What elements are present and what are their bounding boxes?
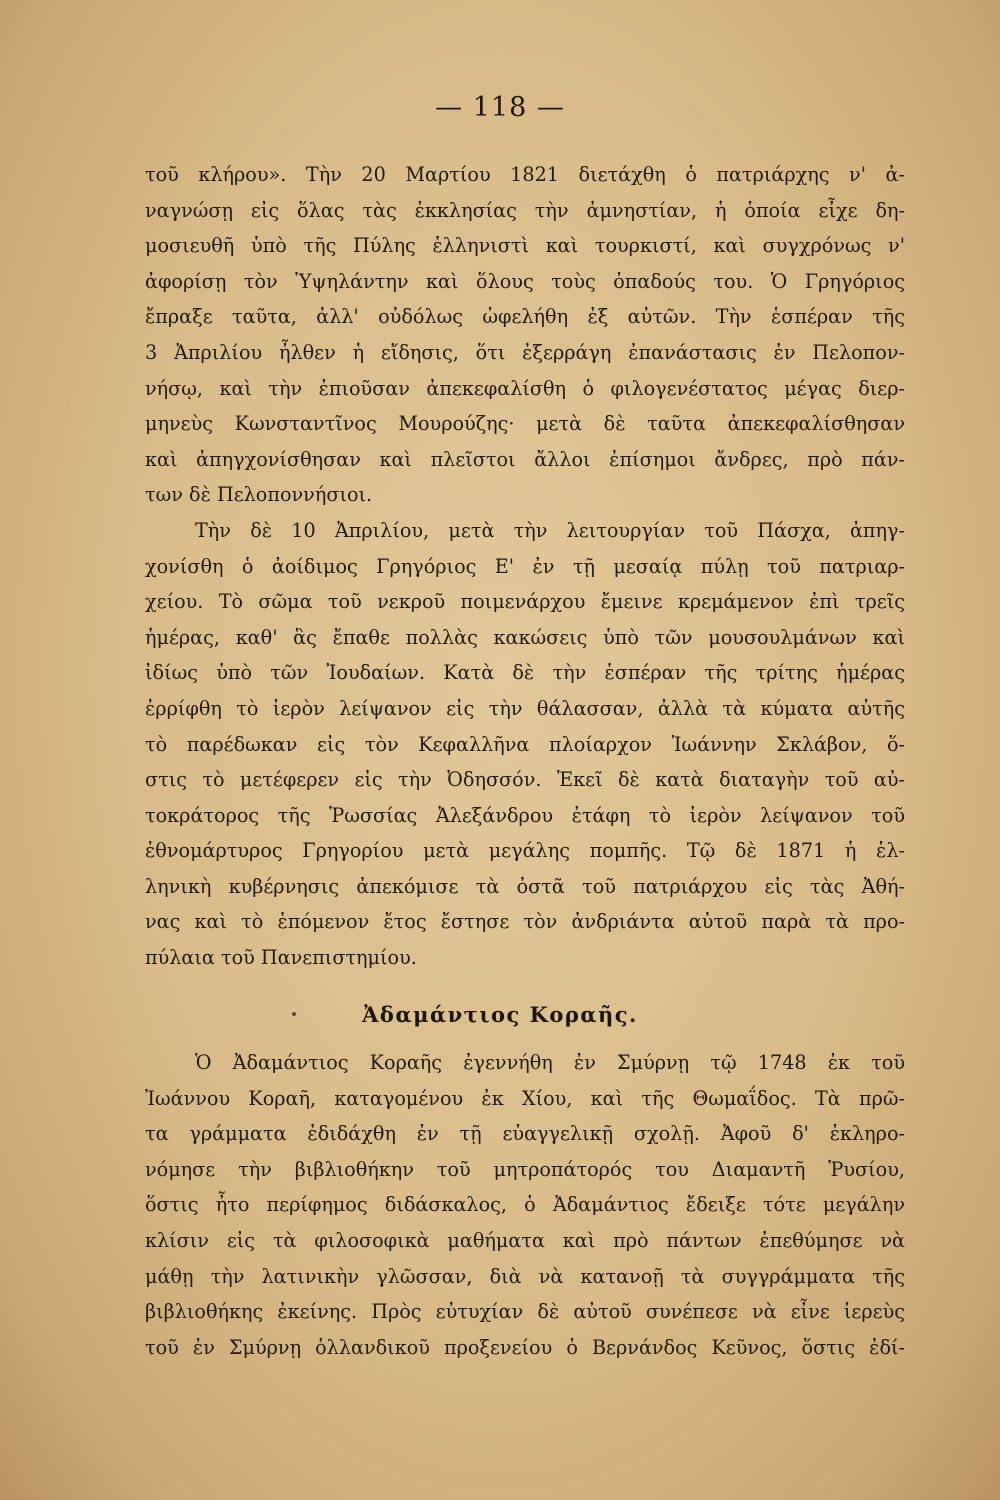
text-line: νας καὶ τὸ ἑπόμενον ἔτος ἔστησε τὸν ἀνδριάντα αὐτοῦ παρὰ τὰ προ- — [145, 910, 905, 934]
text-line: ἰδίως ὑπὸ τῶν Ἰουδαίων. Κατὰ δὲ τὴν ἑσπέραν τῆς τρίτης ἡμέρας — [145, 661, 905, 685]
text-line: κλίσιν εἰς τὰ φιλοσοφικὰ μαθήματα καὶ πρὸ πάντων ἐπεθύμησε νὰ — [145, 1228, 905, 1252]
text-line: καὶ ἀπηγχονίσθησαν καὶ πλεῖστοι ἄλλοι ἐπίσημοι ἄνδρες, πρὸ πάν- — [145, 447, 905, 471]
section-heading: Ἀδαμάντιος Κοραῆς. — [362, 1002, 638, 1027]
text-line: μάθῃ τὴν λατινικὴν γλῶσσαν, διὰ νὰ κατανοῇ τὰ συγγράμματα τῆς — [145, 1264, 905, 1288]
text-line: τοῦ ἐν Σμύρνῃ ὁλλανδικοῦ προξενείου ὁ Βερνάνδος Κεῦνος, ὅστις ἐδί- — [145, 1335, 905, 1359]
section-patriarch-text — [145, 157, 905, 976]
text-line: ἀφορίσῃ τὸν Ὑψηλάντην καὶ ὅλους τοὺς ὀπαδούς του. Ὁ Γρηγόριος — [145, 269, 905, 293]
text-line: ἐθνομάρτυρος Γρηγορίου μετὰ μεγάλης πομπῆς. Τῷ δὲ 1871 ἡ ἑλ- — [145, 839, 905, 863]
text-line: των δὲ Πελοποννήσιοι. — [145, 483, 373, 507]
section-korais-text — [145, 1045, 905, 1365]
text-line: ληνικὴ κυβέρνησις ἀπεκόμισε τὰ ὀστᾶ τοῦ πατριάρχου εἰς τὰς Ἀθή- — [145, 874, 905, 898]
paragraph-first-line: Τὴν δὲ 10 Ἀπριλίου, μετὰ τὴν λειτουργίαν τοῦ Πάσχα, ἀπηγ- — [195, 518, 905, 542]
text-line: νήσῳ, καὶ τὴν ἐπιοῦσαν ἀπεκεφαλίσθη ὁ φιλογενέστατος μέγας διερ- — [145, 376, 905, 400]
text-line: ναγνώσῃ εἰς ὅλας τὰς ἐκκλησίας τὴν ἀμνηστίαν, ἡ ὁποία εἶχε δη- — [145, 198, 905, 222]
text-line: Ἰωάννου Κοραῆ, καταγομένου ἐκ Χίου, καὶ τῆς Θωμαΐδος. Τὰ πρῶ- — [145, 1086, 905, 1110]
text-line: ὅστις ἦτο περίφημος διδάσκαλος, ὁ Ἀδαμάντιος ἔδειξε τότε μεγάλην — [145, 1193, 905, 1217]
text-line: ἡμέρας, καθ' ἃς ἔπαθε πολλὰς κακώσεις ὑπὸ τῶν μουσουλμάνων καὶ — [145, 625, 905, 649]
text-line: τα γράμματα ἐδιδάχθη ἐν τῇ εὐαγγελικῇ σχολῇ. Ἀφοῦ δ' ἐκληρο- — [145, 1122, 905, 1146]
page-number: — 118 — — [435, 92, 565, 123]
text-line: τοῦ κλήρου». Τὴν 20 Μαρτίου 1821 διετάχθη ὁ πατριάρχης ν' ἀ- — [145, 163, 905, 186]
text-line: τοκράτορος τῆς Ῥωσσίας Ἀλεξάνδρου ἐτάφη τὸ ἱερὸν λείψανον τοῦ — [145, 803, 905, 827]
text-line: ἔπραξε ταῦτα, ἀλλ' οὐδόλως ὠφελήθη ἐξ αὐτῶν. Τὴν ἑσπέραν τῆς — [145, 305, 905, 329]
text-line: μοσιευθῆ ὑπὸ τῆς Πύλης ἑλληνιστὶ καὶ τουρκιστί, καὶ συγχρόνως ν' — [145, 234, 905, 258]
text-line: ἐρρίφθη τὸ ἱερὸν λείψανον εἰς τὴν θάλασσαν, ἀλλὰ τὰ κύματα αὐτῆς — [145, 696, 905, 720]
text-line: νόμησε τὴν βιβλιοθήκην τοῦ μητροπάτορός του Διαμαντῆ Ῥυσίου, — [145, 1157, 905, 1181]
text-line: 3 Ἀπριλίου ἦλθεν ἡ εἴδησις, ὅτι ἐξερράγη ἐπανάστασις ἐν Πελοπον- — [145, 340, 905, 364]
text-line: βιβλιοθήκης ἐκείνης. Πρὸς εὐτυχίαν δὲ αὐτοῦ συνέπεσε νὰ εἶνε ἱερεὺς — [145, 1300, 905, 1324]
text-line: στις τὸ μετέφερεν εἰς τὴν Ὀδησσόν. Ἐκεῖ δὲ κατὰ διαταγὴν τοῦ αὐ- — [145, 768, 905, 792]
text-line: χονίσθη ὁ ἀοίδιμος Γρηγόριος Ε' ἐν τῇ μεσαίᾳ πύλῃ τοῦ πατριαρ- — [145, 554, 905, 578]
paragraph-first-line: Ὁ Ἀδαμάντιος Κοραῆς ἐγεννήθη ἐν Σμύρνῃ τῷ 1748 ἐκ τοῦ — [195, 1051, 905, 1074]
text-line: χείου. Τὸ σῶμα τοῦ νεκροῦ ποιμενάρχου ἔμεινε κρεμάμενον ἐπὶ τρεῖς — [145, 590, 905, 614]
text-line: τὸ παρέδωκαν εἰς τὸν Κεφαλλῆνα πλοίαρχον Ἰωάννην Σκλάβον, ὅ- — [145, 732, 905, 756]
text-line: πύλαια τοῦ Πανεπιστημίου. — [145, 946, 417, 970]
text-line: μηνεὺς Κωνσταντῖνος Μουρούζης· μετὰ δὲ ταῦτα ἀπεκεφαλίσθησαν — [145, 412, 905, 436]
